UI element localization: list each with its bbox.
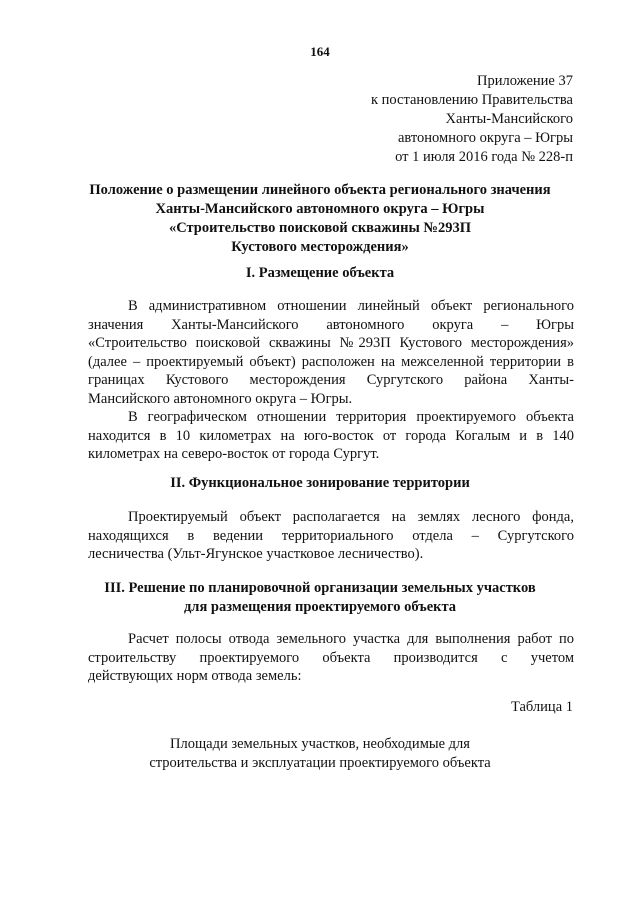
appendix-line: от 1 июля 2016 года № 228-п	[395, 149, 573, 165]
section-3-heading	[60, 579, 580, 617]
heading-line: для размещения проектируемого объекта	[183, 599, 457, 615]
appendix-line: Приложение 37	[477, 73, 573, 89]
text-line: находится в 10 километрах на юго-восток от города Когалым и в 140	[88, 427, 574, 444]
document-title	[60, 181, 580, 257]
text-line: В географическом отношении территория проектируемого объекта	[128, 409, 574, 425]
section-1-paragraph-2	[88, 408, 574, 464]
appendix-block	[371, 72, 573, 167]
text-line: значения Ханты-Мансийского автономного округа – Югры	[88, 316, 574, 333]
title-line: Положение о размещении линейного объекта регионального значения	[89, 182, 551, 198]
text-line: Мансийского автономного округа – Югры.	[88, 390, 353, 407]
text-line: лесничества (Ульт-Ягунское участковое лесничество).	[88, 546, 424, 562]
text-line: «Строительство поисковой скважины №293П Кустового месторождения»	[88, 335, 574, 351]
table-label: Таблица 1	[510, 699, 573, 715]
text-line: находящихся в ведении территориального отдела – Сургутского	[88, 527, 574, 544]
section-2-heading: II. Функциональное зонирование территории	[170, 475, 470, 491]
text-line: километрах на северо-восток от города Сургут.	[88, 446, 380, 462]
text-line: Проектируемый объект располагается на землях лесного фонда,	[128, 509, 574, 525]
text-line: Расчет полосы отвода земельного участка для выполнения работ по	[128, 631, 574, 647]
table-caption	[60, 735, 580, 773]
section-3-paragraph-1	[88, 630, 574, 686]
caption-line: строительства и эксплуатации проектируемого объекта	[149, 755, 491, 771]
text-line: строительству проектируемого объекта производится с учетом	[88, 649, 574, 666]
text-line: границах Кустового месторождения Сургутского района Ханты-	[88, 372, 574, 388]
appendix-line: к постановлению Правительства	[371, 92, 573, 108]
text-line: (далее – проектируемый объект) расположен на межселенной территории в	[88, 353, 574, 370]
title-line: Кустового месторождения»	[231, 239, 409, 255]
section-1-heading: I. Размещение объекта	[245, 265, 395, 281]
section-1-paragraph-1	[88, 297, 574, 408]
appendix-line: Ханты-Мансийского	[445, 111, 573, 127]
section-2-paragraph-1	[88, 508, 574, 564]
text-line: В административном отношении линейный объект регионального	[128, 298, 574, 314]
title-line: «Строительство поисковой скважины №293П	[168, 220, 472, 236]
page-number: 164	[310, 44, 330, 59]
text-line: действующих норм отвода земель:	[88, 668, 302, 684]
caption-line: Площади земельных участков, необходимые для	[170, 736, 470, 752]
title-line: Ханты-Мансийского автономного округа – Югры	[155, 201, 485, 217]
appendix-line: автономного округа – Югры	[397, 130, 573, 146]
heading-line: III. Решение по планировочной организации земельных участков	[104, 580, 536, 596]
